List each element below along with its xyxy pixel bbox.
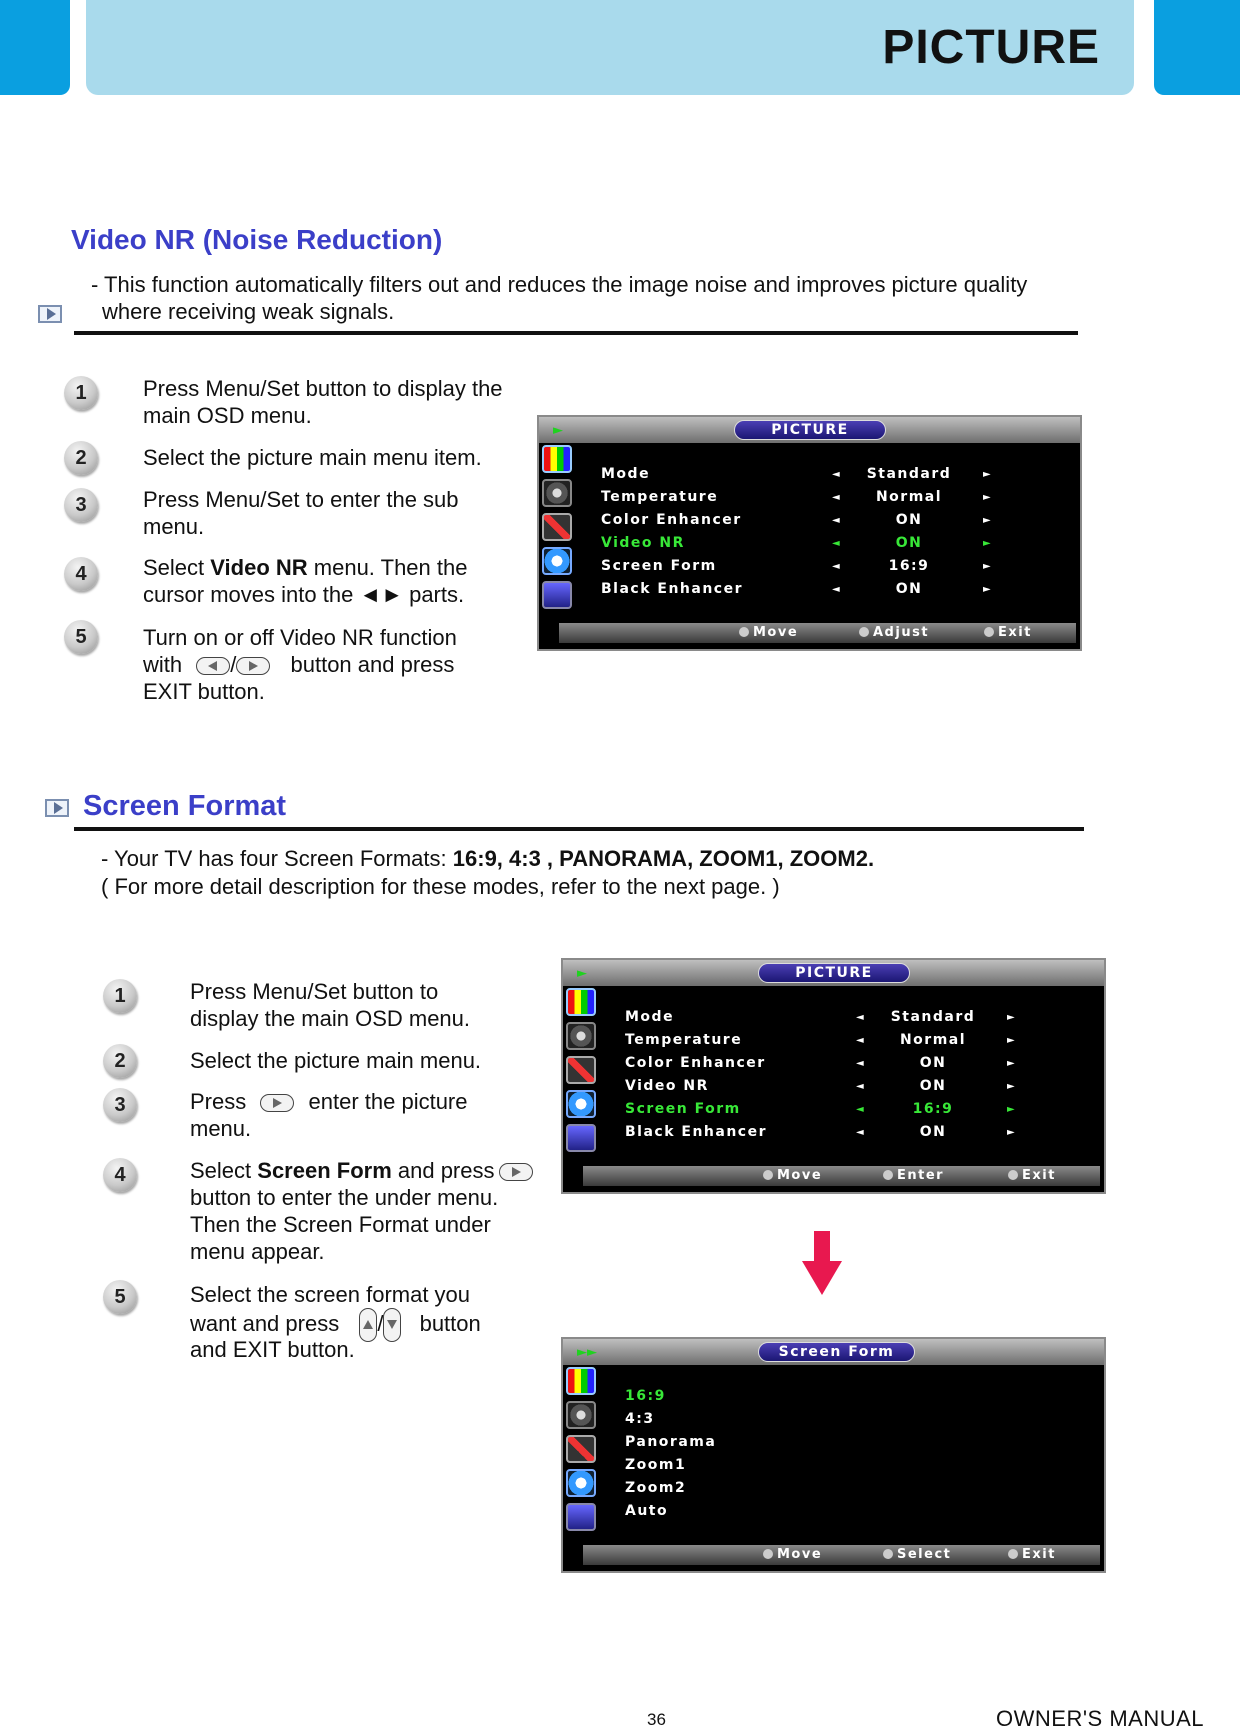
- sound-icon: [566, 1401, 596, 1429]
- header-right-tab: [1154, 0, 1240, 95]
- right-arrow-button-icon: [236, 657, 270, 675]
- sf-step-2-badge: 2: [103, 1044, 137, 1078]
- osd-arrow-icon: ►: [553, 423, 563, 438]
- screen-format-title: Screen Format: [83, 790, 287, 822]
- osd-title-bar-2: [563, 960, 1104, 986]
- right-arrow-button-icon-3: [499, 1163, 533, 1181]
- video-nr-title: Video NR (Noise Reduction): [71, 224, 443, 255]
- sf-step-4-badge: 4: [103, 1158, 137, 1192]
- osd-option-zoom1: Zoom1: [625, 1457, 687, 1473]
- right-arrow-button-icon-2: [260, 1094, 294, 1112]
- screen-format-description-1: - Your TV has four Screen Formats: 16:9, 4:3 , PANORAMA, ZOOM1, ZOOM2.: [101, 846, 875, 871]
- screen-format-description-2: ( For more detail description for these modes, refer to the next page. ): [101, 874, 780, 899]
- left-arrow-button-icon: [196, 657, 230, 675]
- step-1-badge: 1: [64, 376, 98, 410]
- osd-picture-menu-screen-form: ► PICTURE Mode ◄ Standard ► Temperature ◄ Normal ► Color Enhancer ◄ ON ► Video NR ◄ ON ► Screen Form ◄ 16:9 ► Black Enhancer ◄ ON ► Move Enter Exit: [561, 958, 1106, 1194]
- header-left-tab: [0, 0, 70, 95]
- up-arrow-button-icon: [359, 1308, 377, 1342]
- osd-footer: Move Adjust Exit: [559, 623, 1076, 643]
- tools-icon: [566, 1056, 596, 1084]
- owners-manual-label: OWNER'S MANUAL: [996, 1706, 1204, 1731]
- screen-format-step-2: Select the picture main menu.: [190, 1048, 482, 1073]
- osd-picture-menu-video-nr: ► PICTURE Mode ◄ Standard ► Temperature ◄ Normal ► Color Enhancer ◄ ON ► Video NR ◄ ON ► Screen Form ◄ 16:9 ► Black Enhancer ◄ ON ► Move Adjust Exit: [537, 415, 1082, 651]
- screen-format-step-3: Press enter the picture menu.: [190, 1089, 468, 1141]
- down-arrow-icon: [802, 1231, 842, 1295]
- section-play-icon: [38, 305, 62, 323]
- clock-icon: [566, 1469, 596, 1497]
- osd-sidebar: [541, 445, 575, 615]
- tools-icon: [542, 513, 572, 541]
- osd-screen-form-title: Screen Form: [758, 1342, 915, 1362]
- step-2-badge: 2: [64, 441, 98, 475]
- screen-format-step-4: Select Screen Form and press button to enter the under menu. Then the Screen Format under menu appear.: [190, 1157, 533, 1265]
- page-title: PICTURE: [882, 21, 1100, 74]
- osd-title-bar-3: [563, 1339, 1104, 1365]
- osd-sidebar-2: [565, 988, 599, 1158]
- step-3-badge: 3: [64, 488, 98, 522]
- osd-option-16-9-selected: 16:9: [625, 1388, 666, 1404]
- osd-footer-3: Move Select Exit: [583, 1545, 1100, 1565]
- adjust-icon: [859, 627, 869, 637]
- osd-title-2: PICTURE: [758, 963, 910, 983]
- exit-icon: [984, 627, 994, 637]
- video-nr-description-2: where receiving weak signals.: [102, 299, 395, 324]
- color-bars-icon: [566, 988, 596, 1016]
- move-icon: [763, 1170, 773, 1180]
- tv-icon: [542, 581, 572, 609]
- color-bars-icon: [542, 445, 572, 473]
- sf-step-5-badge: 5: [103, 1280, 137, 1314]
- tv-icon: [566, 1503, 596, 1531]
- tools-icon: [566, 1435, 596, 1463]
- tv-icon: [566, 1124, 596, 1152]
- sf-step-1-badge: 1: [103, 979, 137, 1013]
- video-nr-step-5: Turn on or off Video NR function with / button and press EXIT button.: [143, 625, 457, 704]
- video-nr-divider: [74, 331, 1078, 335]
- color-bars-icon: [566, 1367, 596, 1395]
- video-nr-step-3: Press Menu/Set to enter the sub menu.: [143, 487, 459, 539]
- osd-screen-form-menu: [561, 1337, 1106, 1573]
- exit-icon: [1008, 1549, 1018, 1559]
- enter-icon: [883, 1170, 893, 1180]
- osd-option-panorama: Panorama: [625, 1434, 717, 1450]
- screen-format-step-1: Press Menu/Set button to display the main OSD menu.: [190, 979, 471, 1031]
- osd-footer-2: Move Enter Exit: [583, 1166, 1100, 1186]
- osd-arrow-icon-2: ►: [577, 966, 587, 981]
- osd-double-arrow-icon: ►►: [577, 1345, 597, 1360]
- sound-icon: [566, 1022, 596, 1050]
- video-nr-step-1: Press Menu/Set button to display the main OSD menu.: [143, 376, 503, 428]
- select-icon: [883, 1549, 893, 1559]
- screen-format-step-5: Select the screen format you want and press / button and EXIT button.: [190, 1282, 481, 1362]
- down-arrow-button-icon: [383, 1308, 401, 1342]
- clock-icon: [542, 547, 572, 575]
- clock-icon: [566, 1090, 596, 1118]
- step-4-badge: 4: [64, 557, 98, 591]
- screen-format-divider: [74, 827, 1084, 831]
- video-nr-description-1: - This function automatically filters out and reduces the image noise and improves picture quality: [91, 272, 1028, 297]
- section-play-icon-2: [45, 799, 69, 817]
- osd-sidebar-3: [565, 1367, 599, 1537]
- video-nr-step-2: Select the picture main menu item.: [143, 445, 482, 470]
- osd-option-auto: Auto: [625, 1503, 669, 1519]
- osd-option-zoom2: Zoom2: [625, 1480, 687, 1496]
- sound-icon: [542, 479, 572, 507]
- move-icon: [763, 1549, 773, 1559]
- osd-title-bar: [539, 417, 1080, 443]
- video-nr-step-4: Select Video NR menu. Then the cursor moves into the ◄► parts.: [143, 555, 468, 607]
- sf-step-3-badge: 3: [103, 1088, 137, 1122]
- move-icon: [739, 627, 749, 637]
- step-5-badge: 5: [64, 620, 98, 654]
- exit-icon: [1008, 1170, 1018, 1180]
- osd-option-4-3: 4:3: [625, 1411, 655, 1427]
- page-number: 36: [647, 1710, 666, 1729]
- osd-title: PICTURE: [734, 420, 886, 440]
